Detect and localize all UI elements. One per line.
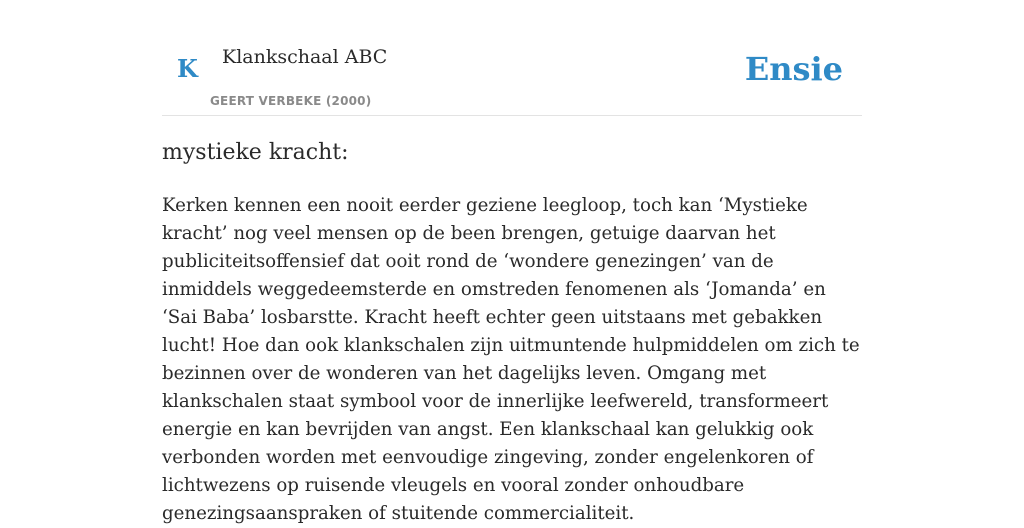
book-title-link[interactable]: Klankschaal ABC [222, 46, 388, 68]
ensie-logo-link[interactable]: Ensie [744, 50, 843, 88]
book-logo-icon[interactable]: K [177, 54, 198, 83]
entry-term: mystieke kracht: [162, 140, 349, 165]
book-author: GEERT VERBEKE (2000) [210, 94, 372, 108]
book-header [162, 38, 862, 116]
entry-definition: Kerken kennen een nooit eerder geziene leegloop, toch kan ‘Mystieke kracht’ nog veel mensen op de been brengen, getuige daarvan het publiciteitsoffensief dat ooit rond de ‘wondere genezingen’ van de inmiddels weggedeemsterde en omstreden fenomenen als ‘Jomanda’ en ‘Sai Baba’ losbarstte. Kracht heeft echter geen uitstaans met gebakken lucht! Hoe dan ook klankschalen zijn uitmuntende hulpmiddelen om zich te bezinnen over de wonderen van het dagelijks leven. Omgang met klankschalen staat symbool voor de innerlijke leefwereld, transformeert energie en kan bevrijden van angst. Een klankschaal kan gelukkig ook verbonden worden met eenvoudige zingeving, zonder engelenkoren of lichtwezens op ruisende vleugels en vooral zonder onhoudbare genezingsaanspraken of stuitende commercialiteit. [162, 195, 860, 524]
